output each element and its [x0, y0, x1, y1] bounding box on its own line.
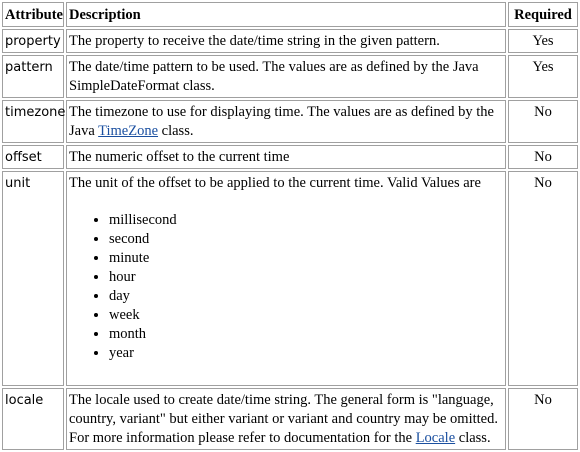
- required-value: No: [508, 171, 578, 386]
- required-value: Yes: [508, 55, 578, 98]
- attribute-description: [66, 100, 506, 143]
- attribute-description: [66, 171, 506, 386]
- attribute-name: locale: [2, 388, 64, 450]
- description-text: class.: [455, 430, 491, 446]
- table-row: [2, 388, 578, 450]
- attribute-name: property: [2, 29, 64, 53]
- list-item: • hour: [109, 268, 503, 287]
- description-text: class.: [158, 123, 194, 139]
- table-row: [2, 29, 578, 53]
- table-row: [2, 55, 578, 98]
- attribute-name: unit: [2, 171, 64, 386]
- table-row: [2, 171, 578, 386]
- required-value: Yes: [508, 29, 578, 53]
- list-item: • week: [109, 306, 503, 325]
- timezone-link[interactable]: TimeZone: [98, 123, 159, 139]
- table-header-row: [2, 2, 578, 27]
- header-description: Description: [66, 2, 506, 27]
- header-attribute: Attribute: [2, 2, 64, 27]
- required-value: No: [508, 388, 578, 450]
- list-item: • minute: [109, 249, 503, 268]
- description-text: The timezone to use for displaying time. The values are as defined by the Java: [69, 104, 494, 139]
- table-row: [2, 100, 578, 143]
- description-text: The locale used to create date/time string. The general form is "language, country, variant" but either variant or variant and country may be omitted. For more information please refer to documentation for the: [69, 392, 498, 446]
- attribute-description: The numeric offset to the current time: [66, 145, 506, 169]
- attribute-description: The date/time pattern to be used. The values are as defined by the Java SimpleDateFormat class.: [66, 55, 506, 98]
- required-value: No: [508, 145, 578, 169]
- list-item: • millisecond: [109, 211, 503, 230]
- list-item: • second: [109, 230, 503, 249]
- table-row: [2, 145, 578, 169]
- header-required: Required: [508, 2, 578, 27]
- locale-link[interactable]: Locale: [415, 430, 456, 446]
- list-item: • month: [109, 325, 503, 344]
- unit-values-list: [69, 211, 503, 363]
- attribute-description: The property to receive the date/time string in the given pattern.: [66, 29, 506, 53]
- description-text: The unit of the offset to be applied to the current time. Valid Values are: [69, 175, 481, 191]
- list-item: • day: [109, 287, 503, 306]
- list-item: • year: [109, 344, 503, 363]
- attribute-name: pattern: [2, 55, 64, 98]
- attribute-name: offset: [2, 145, 64, 169]
- attribute-description: [66, 388, 506, 450]
- attribute-name: timezone: [2, 100, 64, 143]
- required-value: No: [508, 100, 578, 143]
